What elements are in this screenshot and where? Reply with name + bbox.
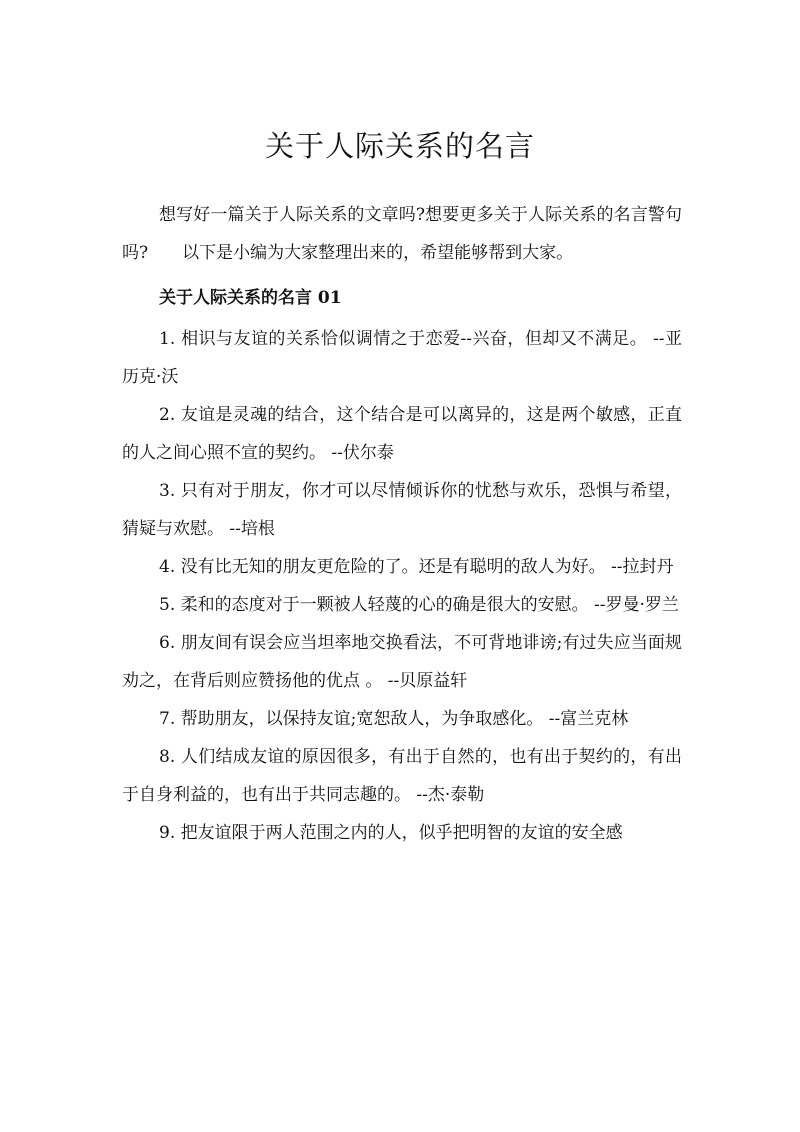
quote-item-8: 8. 人们结成友谊的原因很多，有出于自然的，也有出于契约的，有出于自身利益的，也有出于共同志趣的。 --杰·泰勒 xyxy=(122,747,682,805)
quote-list xyxy=(122,320,682,852)
quote-item-3: 3. 只有对于朋友，你才可以尽情倾诉你的忧愁与欢乐，恐惧与希望，猜疑与欢慰。 --培根 xyxy=(122,481,682,539)
document-title: 关于人际关系的名言 xyxy=(264,129,535,163)
intro-text-part1: 想写好一篇关于人际关系的文章吗?想要更多关于人际关系的名言警句吗? xyxy=(122,205,682,263)
quote-item-2: 2. 友谊是灵魂的结合，这个结合是可以离异的，这是两个敏感，正直的人之间心照不宣的契约。 --伏尔泰 xyxy=(122,405,682,463)
quote-item-7: 7. 帮助朋友，以保持友谊;宽恕敌人，为争取感化。 --富兰克林 xyxy=(159,709,629,729)
quote-item-1: 1. 相识与友谊的关系恰似调情之于恋爱--兴奋，但却又不满足。 --亚历克·沃 xyxy=(122,329,682,387)
quote-item-6: 6. 朋友间有误会应当坦率地交换看法，不可背地诽谤;有过失应当面规劝之，在背后则应赞扬他的优点 。 --贝原益轩 xyxy=(122,633,682,691)
quote-item-5: 5. 柔和的态度对于一颗被人轻蔑的心的确是很大的安慰。 --罗曼·罗兰 xyxy=(159,595,679,615)
intro-paragraph xyxy=(122,196,682,272)
quote-item-9: 9. 把友谊限于两人范围之内的人，似乎把明智的友谊的安全感 xyxy=(159,823,623,843)
quote-item-4: 4. 没有比无知的朋友更危险的了。还是有聪明的敌人为好。 --拉封丹 xyxy=(159,557,674,577)
section-heading: 关于人际关系的名言 01 xyxy=(159,288,342,308)
intro-text-part2: 以下是小编为大家整理出来的，希望能够帮到大家。 xyxy=(182,243,574,263)
